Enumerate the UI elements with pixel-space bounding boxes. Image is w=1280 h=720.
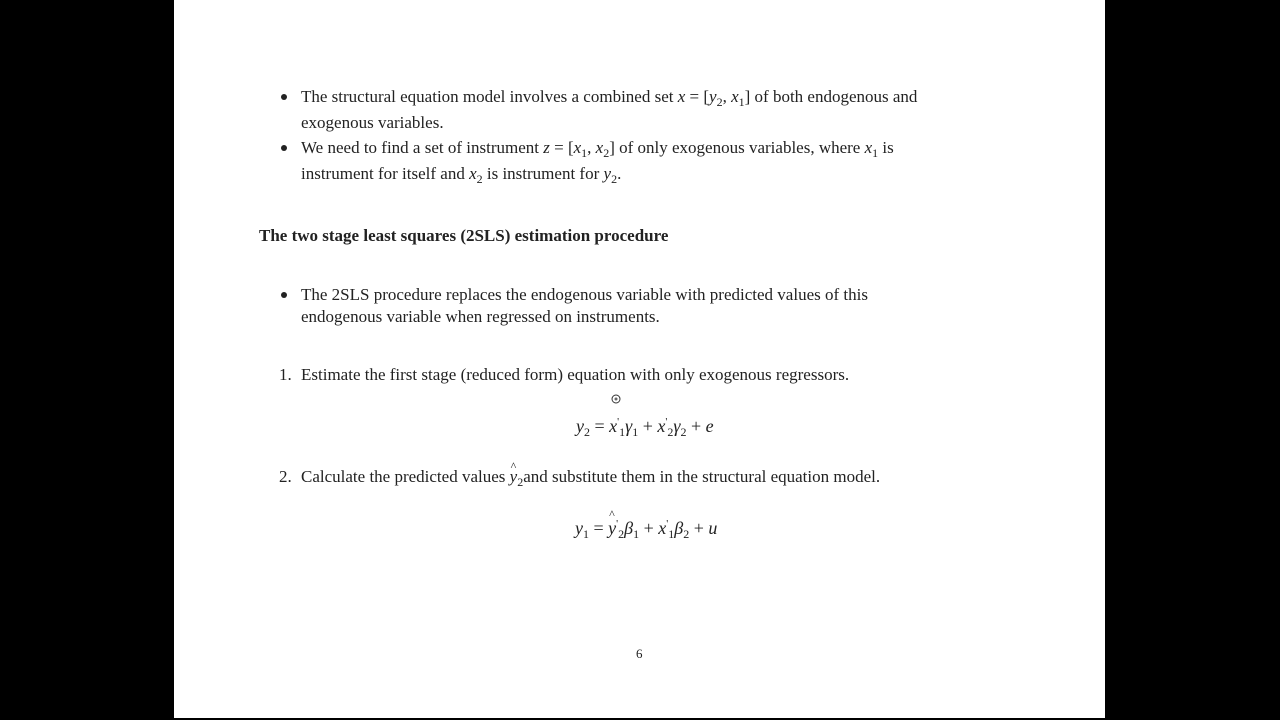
bullet-1-line-1: The structural equation model involves a combined set $x = [y_2$, $x_1$] of both endogenous and — [301, 87, 918, 109]
step-1-number: 1. — [279, 365, 292, 384]
bullet-dot — [281, 145, 287, 151]
bullet-2-line-2: instrument for itself and $x_2$ is instrument for $y_2$. — [301, 164, 622, 186]
bullet-2-line-1: We need to find a set of instrument $z = [x_1$, $x_2$] of only exogenous variables, where $x_1$ is — [301, 138, 894, 160]
bullet-dot — [281, 94, 287, 100]
step-2-text: Calculate the predicted values ^ $y_2and$ substitute them in the structural equation model. — [301, 464, 880, 490]
2sls-bullet-line-1: The 2SLS procedure replaces the endogenous variable with predicted values of this — [301, 285, 868, 304]
page-number: 6 — [636, 646, 643, 661]
bullet-1-line-2: exogenous variables. — [301, 113, 444, 132]
step-2-number: 2. — [279, 467, 292, 486]
bullet-dot — [281, 292, 287, 298]
equation-first-stage: $y_2 = x'_1\gamma_1 + x'_2\gamma_2 + e$ — [576, 416, 714, 439]
section-heading: The two stage least squares (2SLS) estimation procedure — [259, 226, 669, 245]
document-page — [174, 0, 1105, 718]
cursor-icon — [611, 394, 621, 404]
step-1-text: Estimate the first stage (reduced form) equation with only exogenous regressors. — [301, 365, 850, 384]
2sls-bullet-line-2: endogenous variable when regressed on instruments. — [301, 307, 660, 326]
equation-structural: $y_1$ = ^ $y'_2\beta_1 + x'_1\beta_2 + u$ — [575, 518, 717, 539]
